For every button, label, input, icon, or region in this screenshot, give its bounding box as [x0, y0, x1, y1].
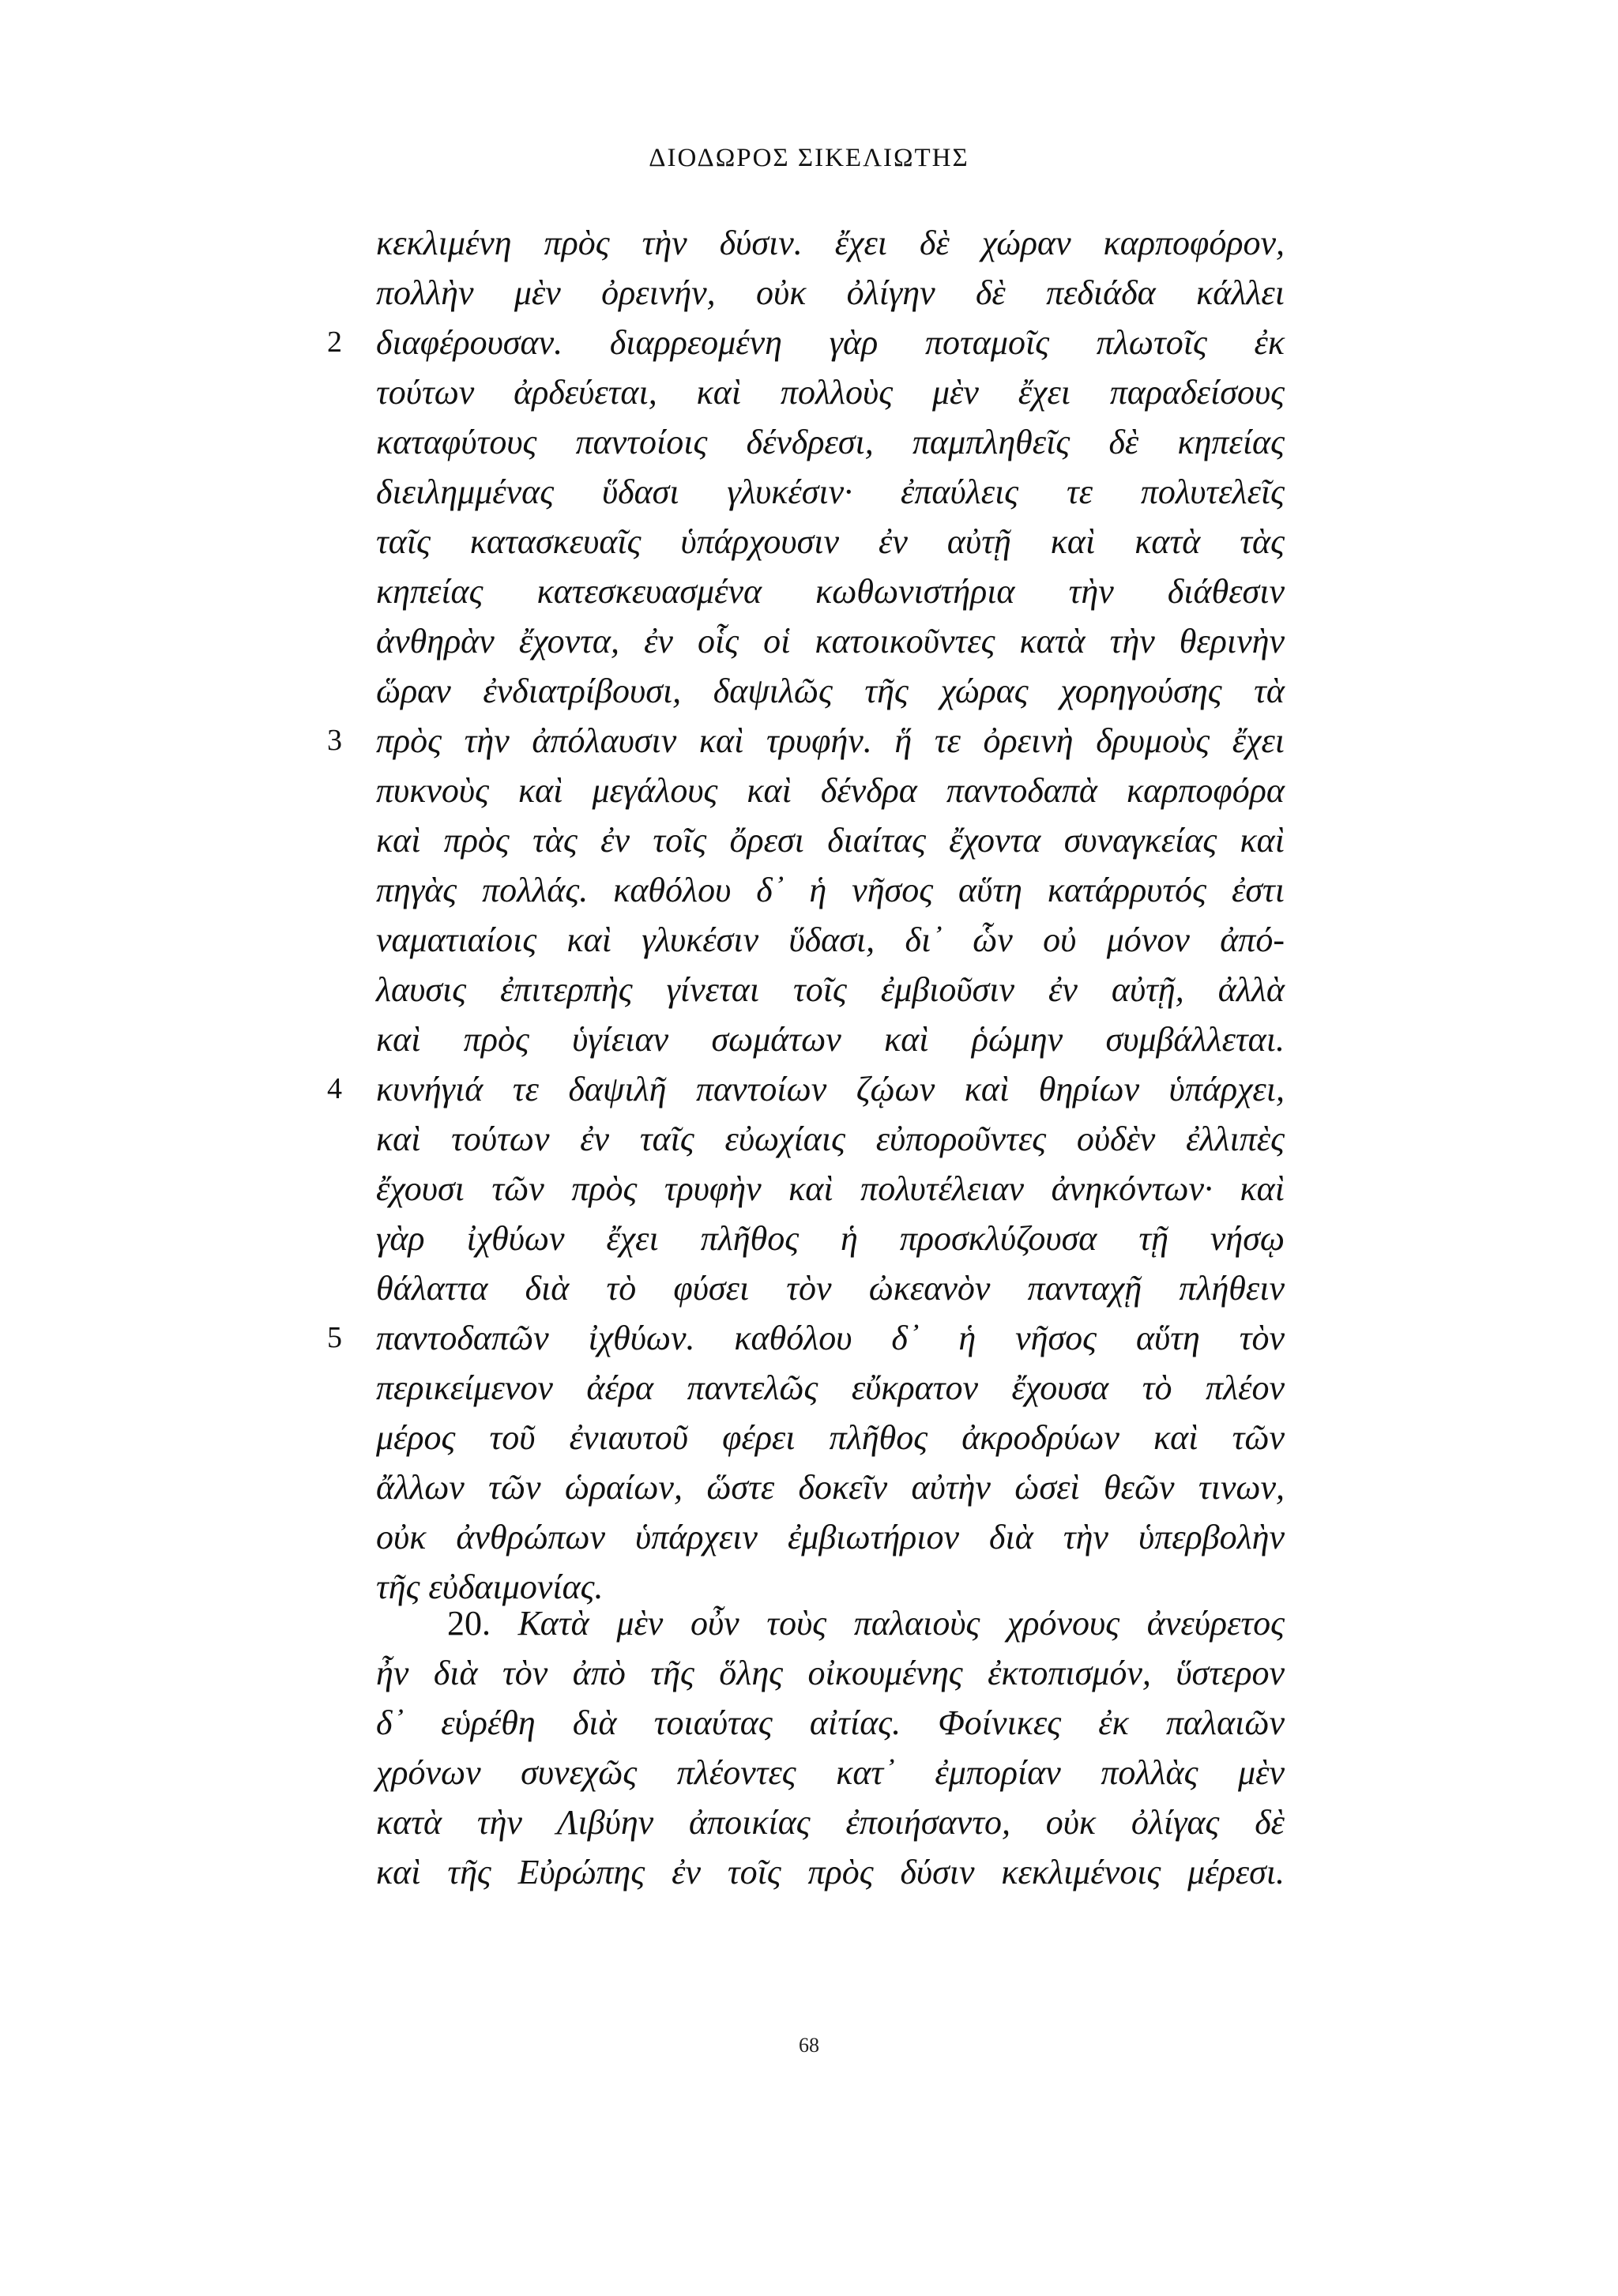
line-text: καὶ πρὸς τὰς ἐν τοῖς ὄρεσι διαίτας ἔχοντα συναγκείας καὶ [376, 821, 1285, 860]
line-text: πηγὰς πολλάς. καθόλου δ᾽ ἡ νῆσος αὕτη κατάρρυτός ἐστι [376, 871, 1285, 909]
line-text: κυνήγιά τε δαψιλῆ παντοίων ζῴων καὶ θηρίων ὑπάρχει, [376, 1070, 1285, 1108]
text-line [376, 218, 1285, 268]
line-text: καὶ πρὸς ὑγίειαν σωμάτων καὶ ῥώμην συμβάλλεται. [376, 1020, 1285, 1059]
section-number: 2 [327, 326, 342, 359]
text-line [376, 268, 1285, 318]
text-line [376, 1263, 1285, 1313]
line-text: λαυσις ἐπιτερπὴς γίνεται τοῖς ἐμβιοῦσιν ἐν αὐτῇ, ἀλλὰ [376, 970, 1285, 1009]
chapter-first-line [376, 1598, 1285, 1648]
line-text: καταφύτους παντοίοις δένδρεσι, παμπληθεῖς δὲ κηπείας [376, 423, 1285, 461]
line-text: κατὰ τὴν Λιβύην ἀποικίας ἐποιήσαντο, οὐκ ὀλίγας δὲ [376, 1803, 1285, 1842]
text-line [376, 1214, 1285, 1263]
line-text: παντοδαπῶν ἰχθύων. καθόλου δ᾽ ἡ νῆσος αὕτη τὸν [376, 1319, 1285, 1357]
text-line [376, 865, 1285, 915]
line-text: γὰρ ἰχθύων ἔχει πλῆθος ἡ προσκλύζουσα τῇ νήσῳ [376, 1219, 1285, 1258]
line-text: ἀνθηρὰν ἔχοντα, ἐν οἷς οἱ κατοικοῦντες κατὰ τὴν θερινὴν [376, 622, 1285, 661]
line-text: μέρος τοῦ ἐνιαυτοῦ φέρει πλῆθος ἀκροδρύων καὶ τῶν [376, 1418, 1285, 1457]
text-line [376, 1648, 1285, 1698]
text-line [376, 417, 1285, 467]
line-text: ὥραν ἐνδιατρίβουσι, δαψιλῶς τῆς χώρας χορηγούσης τὰ [376, 672, 1285, 710]
line-text: οὐκ ἀνθρώπων ὑπάρχειν ἐμβιωτήριον διὰ τὴν ὑπερβολὴν [376, 1518, 1285, 1556]
text-line [376, 766, 1285, 815]
text-line [376, 517, 1285, 566]
line-text: Κατὰ μὲν οὖν τοὺς παλαιοὺς χρόνους ἀνεύρετος [517, 1604, 1285, 1643]
line-text: πρὸς τὴν ἀπόλαυσιν καὶ τρυφήν. ἥ τε ὀρεινὴ δρυμοὺς ἔχει [376, 721, 1285, 760]
chapter-number: 20. [447, 1604, 491, 1643]
line-text: ἔχουσι τῶν πρὸς τρυφὴν καὶ πολυτέλειαν ἀνηκόντων· καὶ [376, 1169, 1285, 1208]
text-line [327, 318, 1285, 367]
text-line [376, 367, 1285, 417]
line-text: διειλημμένας ὕδασι γλυκέσιν· ἐπαύλεις τε πολυτελεῖς [376, 472, 1285, 511]
text-line [376, 1512, 1285, 1562]
line-text: κεκλιμένη πρὸς τὴν δύσιν. ἔχει δὲ χώραν καρποφόρον, [376, 224, 1285, 262]
line-text: τούτων ἀρδεύεται, καὶ πολλοὺς μὲν ἔχει παραδείσους [376, 373, 1285, 412]
text-line [327, 1064, 1285, 1114]
line-text: θάλαττα διὰ τὸ φύσει τὸν ὠκεανὸν πανταχῇ πλήθειν [376, 1269, 1285, 1308]
text-block-section-19 [327, 218, 1285, 1612]
section-number: 3 [327, 724, 342, 757]
line-text: καὶ τούτων ἐν ταῖς εὐωχίαις εὐποροῦντες οὐδὲν ἐλλιπὲς [376, 1120, 1285, 1158]
text-line [376, 1014, 1285, 1064]
text-line [376, 1797, 1285, 1847]
text-line [376, 1413, 1285, 1462]
text-line [376, 1114, 1285, 1164]
text-line [327, 1313, 1285, 1363]
text-line [327, 716, 1285, 766]
text-line [376, 1462, 1285, 1512]
line-text: ναματιαίοις καὶ γλυκέσιν ὕδασι, δι᾽ ὧν οὐ μόνον ἀπό- [376, 920, 1285, 959]
text-line [376, 1748, 1285, 1797]
section-number: 4 [327, 1072, 342, 1105]
text-line [376, 616, 1285, 666]
text-block-chapter-20 [376, 1598, 1285, 1897]
text-line [376, 815, 1285, 865]
line-text: δ᾽ εὑρέθη διὰ τοιαύτας αἰτίας. Φοίνικες ἐκ παλαιῶν [376, 1703, 1285, 1742]
text-line [376, 467, 1285, 517]
line-text: καὶ τῆς Εὐρώπης ἐν τοῖς πρὸς δύσιν κεκλιμένοις μέρεσι. [376, 1853, 1285, 1891]
section-number: 5 [327, 1321, 342, 1354]
text-line [376, 915, 1285, 965]
line-text: χρόνων συνεχῶς πλέοντες κατ᾽ ἐμπορίαν πολλὰς μὲν [376, 1753, 1285, 1792]
running-head: ΔΙΟΔΩΡΟΣ ΣΙΚΕΛΙΩΤΗΣ [649, 144, 969, 172]
text-line [376, 666, 1285, 716]
text-line [376, 1698, 1285, 1748]
line-text: κηπείας κατεσκευασμένα κωθωνιστήρια τὴν διάθεσιν [376, 572, 1285, 611]
line-text: πολλὴν μὲν ὀρεινήν, οὐκ ὀλίγην δὲ πεδιάδα κάλλει [376, 273, 1285, 312]
line-text: ταῖς κατασκευαῖς ὑπάρχουσιν ἐν αὐτῇ καὶ κατὰ τὰς [376, 522, 1285, 561]
line-text: ἦν διὰ τὸν ἀπὸ τῆς ὅλης οἰκουμένης ἐκτοπισμόν, ὕστερον [376, 1654, 1285, 1692]
text-line [376, 566, 1285, 616]
page-number: 68 [799, 2034, 819, 2057]
text-line [376, 1847, 1285, 1897]
text-line [376, 1363, 1285, 1413]
line-text: τῆς εὐδαιμονίας. [376, 1568, 604, 1606]
line-text: περικείμενον ἀέρα παντελῶς εὔκρατον ἔχουσα τὸ πλέον [376, 1368, 1285, 1407]
line-text: ἄλλων τῶν ὡραίων, ὥστε δοκεῖν αὐτὴν ὡσεὶ θεῶν τινων, [376, 1468, 1285, 1507]
text-line [376, 965, 1285, 1014]
line-text: διαφέρουσαν. διαρρεομένη γὰρ ποταμοῖς πλωτοῖς ἐκ [376, 323, 1285, 362]
text-line [376, 1164, 1285, 1214]
line-text: πυκνοὺς καὶ μεγάλους καὶ δένδρα παντοδαπὰ καρποφόρα [376, 771, 1285, 810]
